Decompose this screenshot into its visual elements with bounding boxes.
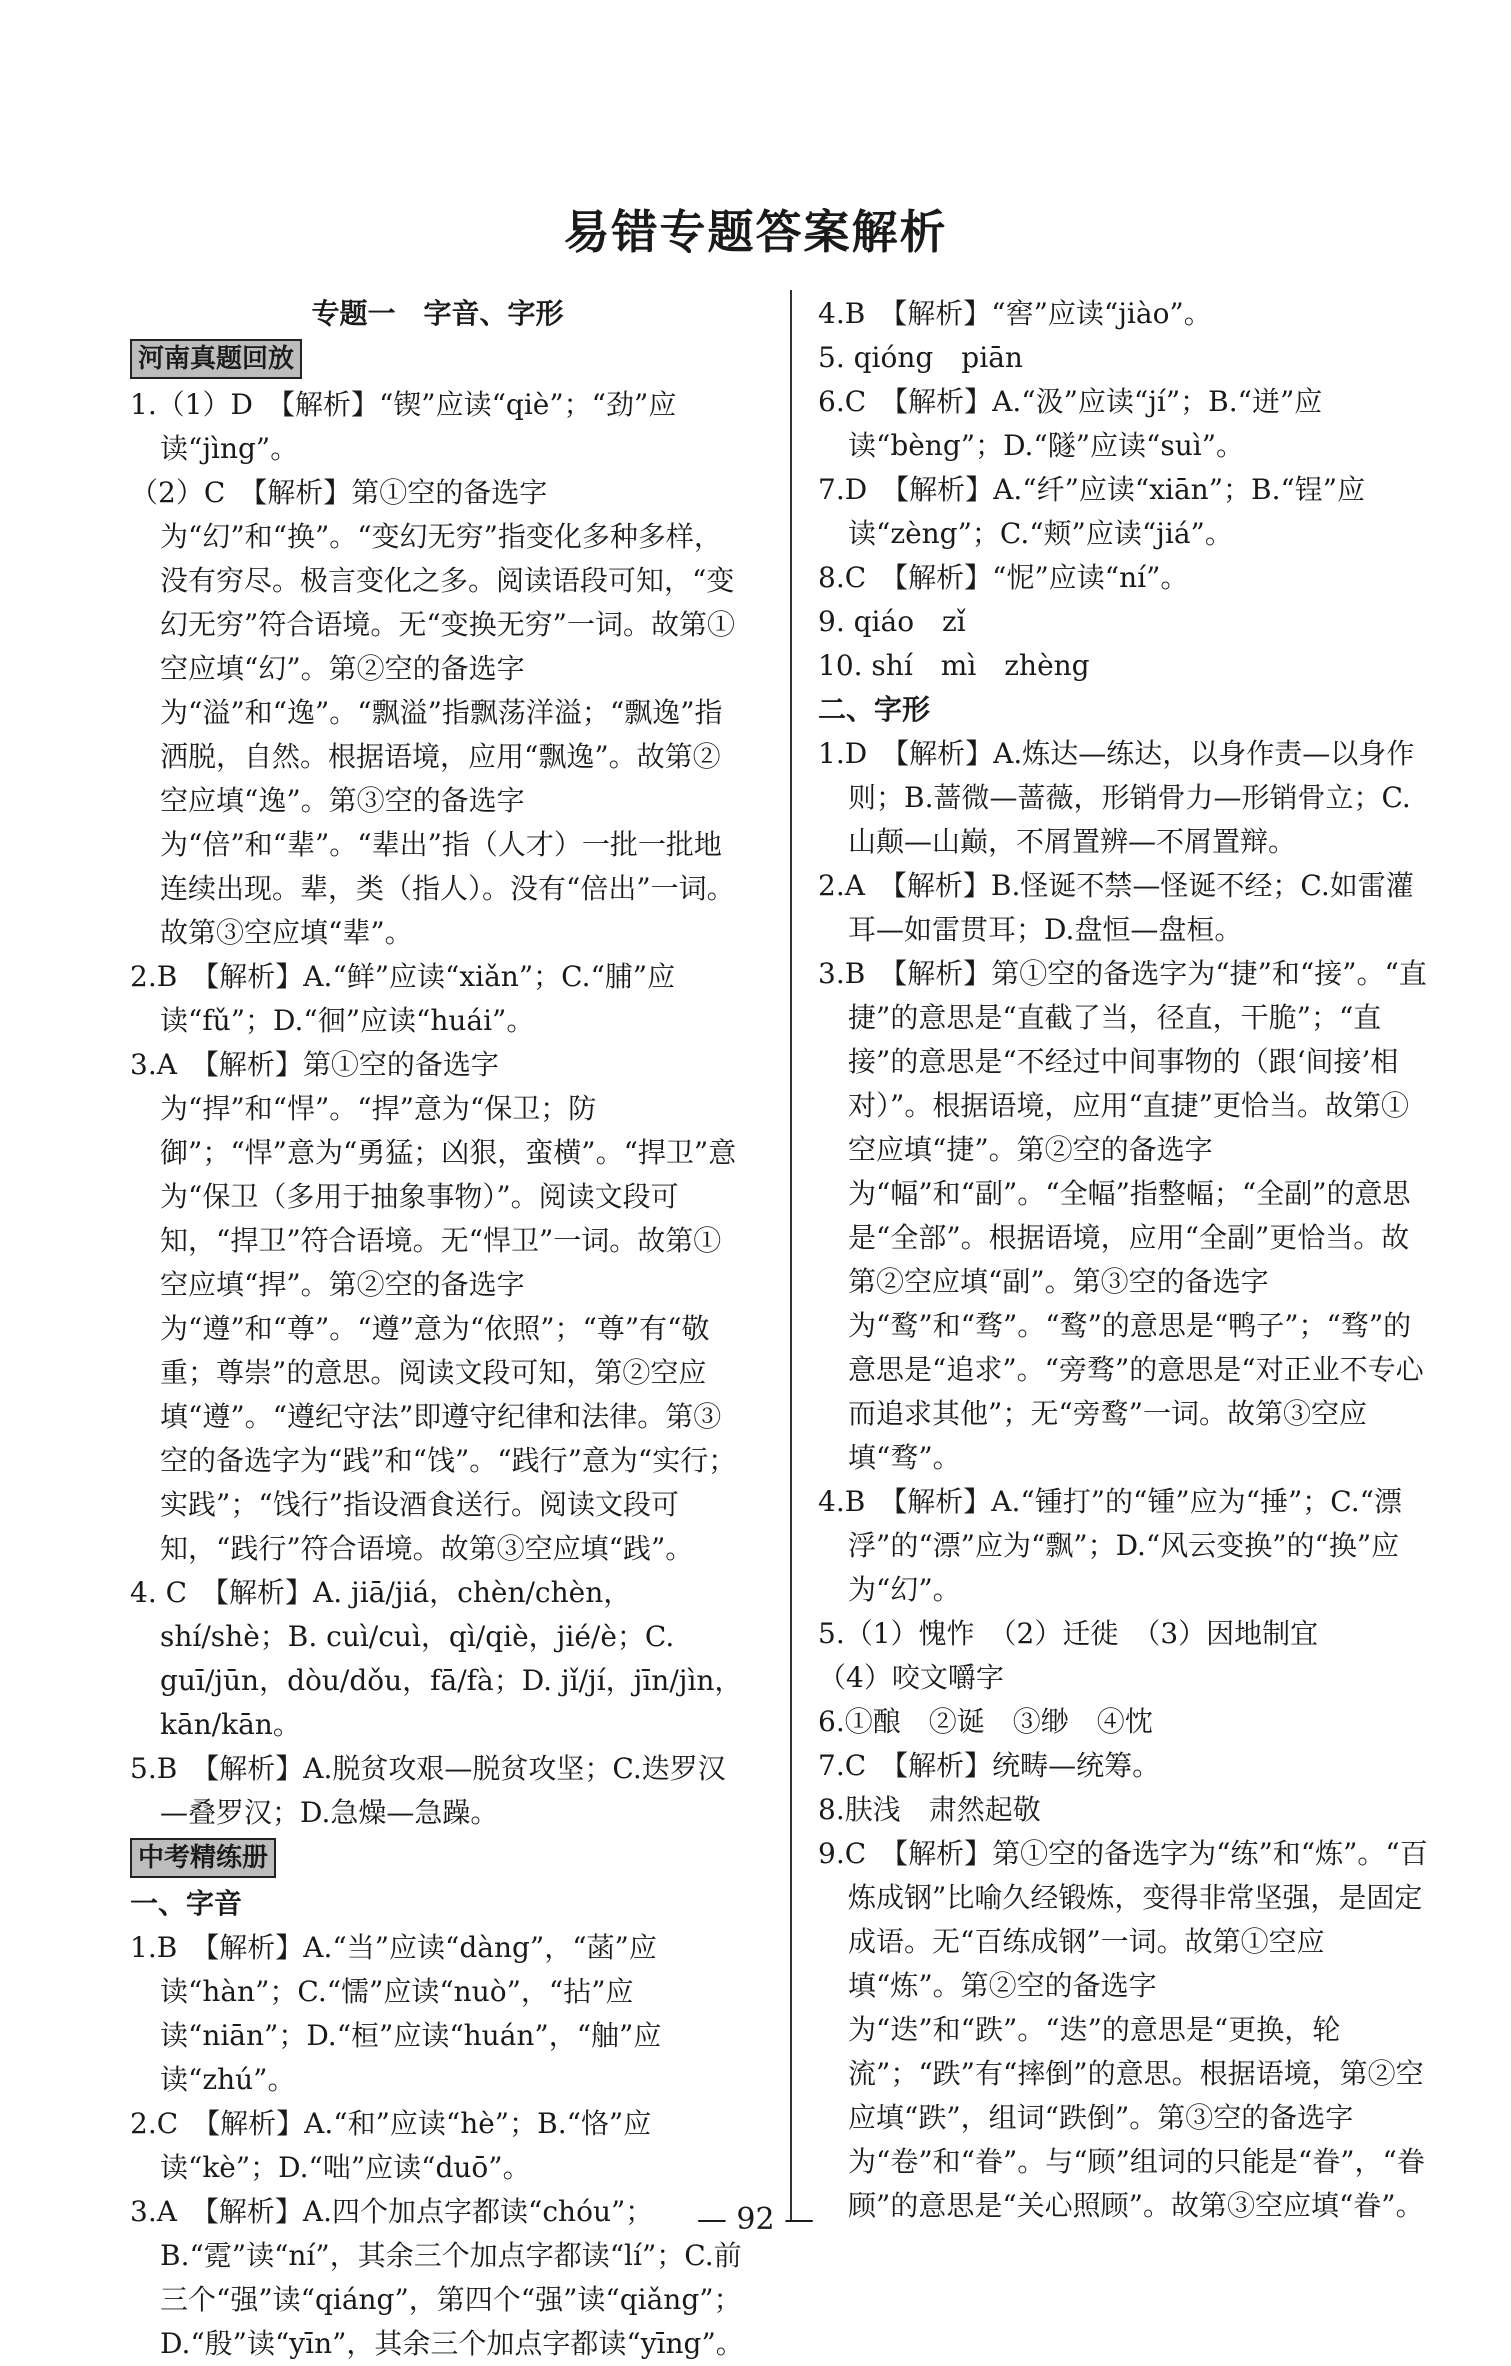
- answer-item: 8.C 【解析】“怩”应读“ní”。: [818, 561, 1189, 594]
- answer-item: 3.A 【解析】A.四个加点字都读“chóu”；B.“霓”读“ní”，其余三个加点字都读“lí”；C.前三个“强”读“qiáng”，第四个“强”读“qiǎng”；D.“殷”读“yīn”，其余三个加点字都读“yīng”。: [130, 2195, 744, 2360]
- answer-item: 7.D 【解析】A.“纤”应读“xiān”；B.“锃”应读“zèng”；C.“颊”应读“jiá”。: [818, 473, 1366, 550]
- answer-item: 8.肤浅 肃然起敬: [818, 1793, 1041, 1826]
- answer-item: （2）C 【解析】第①空的备选字为“幻”和“换”。“变幻无穷”指变化多种多样，没有穷尽。极言变化之多。阅读语段可知，“变幻无穷”符合语境。无“变换无穷”一词。故第①空应填“幻”。第②空的备选字为“溢”和“逸”。“飘溢”指飘荡洋溢；“飘逸”指洒脱，自然。根据语境，应用“飘逸”。故第②空应填“逸”。第③空的备选字为“倍”和“辈”。“辈出”指（人才）一批一批地连续出现。辈，类（指人）。没有“倍出”一词。故第③空应填“辈”。: [130, 476, 735, 949]
- answer-item: 4.B 【解析】“窖”应读“jiào”。: [818, 297, 1212, 330]
- right-column: [818, 292, 1433, 2228]
- answer-list-henan: [130, 383, 745, 1835]
- answer-item: 5. qióng piān: [818, 341, 1023, 374]
- answer-item: 6.①酿 ②诞 ③缈 ④忱: [818, 1705, 1153, 1738]
- page-number: — 92 —: [696, 2202, 815, 2237]
- section-box-practice: 中考精练册: [130, 1838, 276, 1878]
- left-column: [130, 292, 745, 2366]
- answer-item: 9. qiáo zǐ: [818, 605, 966, 638]
- section-characters: 二、字形: [818, 693, 931, 726]
- section-pronunciation: 一、字音: [130, 1887, 243, 1920]
- answer-item: 2.B 【解析】A.“鲜”应读“xiǎn”；C.“脯”应读“fǔ”；D.“徊”应读“huái”。: [130, 960, 676, 1037]
- answer-list-characters: [818, 732, 1433, 2228]
- answer-item: 1.B 【解析】A.“当”应读“dàng”，“菡”应读“hàn”；C.“懦”应读“nuò”，“拈”应读“niān”；D.“桓”应读“huán”，“舳”应读“zhú”。: [130, 1931, 662, 2096]
- answer-item: 2.A 【解析】B.怪诞不禁—怪诞不经；C.如雷灌耳—如雷贯耳；D.盘恒—盘桓。: [818, 869, 1414, 946]
- answer-item: 6.C 【解析】A.“汲”应读“jí”；B.“迸”应读“bèng”；D.“隧”应读“suì”。: [818, 385, 1323, 462]
- answer-item: 5.B 【解析】A.脱贫攻艰—脱贫攻坚；C.迭罗汉—叠罗汉；D.急燥—急躁。: [130, 1752, 726, 1829]
- answer-item: 10. shí mì zhèng: [818, 649, 1090, 682]
- answer-item: 1.（1）D 【解析】“锲”应读“qiè”；“劲”应读“jìng”。: [130, 388, 677, 465]
- answer-item: 7.C 【解析】统畴—统筹。: [818, 1749, 1161, 1782]
- answer-item: 2.C 【解析】A.“和”应读“hè”；B.“恪”应读“kè”；D.“咄”应读“duō”。: [130, 2107, 652, 2184]
- answer-item: 3.A 【解析】第①空的备选字为“捍”和“悍”。“捍”意为“保卫；防御”；“悍”意为“勇猛；凶狠，蛮横”。“捍卫”意为“保卫（多用于抽象事物）”。阅读文段可知，“捍卫”符合语境。无“悍卫”一词。故第①空应填“捍”。第②空的备选字为“遵”和“尊”。“遵”意为“依照”；“尊”有“敬重；尊崇”的意思。阅读文段可知，第②空应填“遵”。“遵纪守法”即遵守纪律和法律。第③空的备选字为“践”和“饯”。“践行”意为“实行；实践”；“饯行”指设酒食送行。阅读文段可知，“践行”符合语境。故第③空应填“践”。: [130, 1048, 737, 1565]
- answer-item: 4. C 【解析】A. jiā/jiá，chèn/chèn，shí/shè；B. cuì/cuì，qì/qiè，jié/è；C. guī/jūn，dòu/dǒu，fā/fà；D. jǐ/jí，jīn/jìn，kān/kān。: [130, 1576, 743, 1741]
- topic-heading: 专题一 字音、字形: [311, 297, 564, 330]
- section-box-henan: 河南真题回放: [130, 339, 302, 379]
- answer-item: 4.B 【解析】A.“锺打”的“锺”应为“捶”；C.“漂浮”的“漂”应为“飘”；D.“风云变换”的“换”应为“幻”。: [818, 1485, 1402, 1606]
- page-title: 易错专题答案解析: [563, 205, 948, 259]
- answer-item: 3.B 【解析】第①空的备选字为“捷”和“接”。“直捷”的意思是“直截了当，径直，干脆”；“直接”的意思是“不经过中间事物的（跟‘间接’相对）”。根据语境，应用“直捷”更恰当。故第①空应填“捷”。第②空的备选字为“幅”和“副”。“全幅”指整幅；“全副”的意思是“全部”。根据语境，应用“全副”更恰当。故第②空应填“副”。第③空的备选字为“鹜”和“骛”。“鹜”的意思是“鸭子”；“骛”的意思是“追求”。“旁骛”的意思是“对正业不专心而追求其他”；无“旁鹜”一词。故第③空应填“骛”。: [818, 957, 1427, 1474]
- answer-list-pronunciation: [130, 1926, 745, 2366]
- answer-item: 5.（1）愧怍 （2）迁徙 （3）因地制宜: [818, 1617, 1319, 1650]
- answer-item: （4）咬文嚼字: [818, 1661, 1004, 1694]
- answer-item: 1.D 【解析】A.炼达—练达，以身作责—以身作则；B.蔷微—蔷薇，形销骨力—形销骨立；C.山颠—山巅，不屑置辨—不屑置辩。: [818, 737, 1415, 858]
- answer-list-pronunciation-cont: [818, 292, 1433, 688]
- column-divider: [790, 290, 792, 2220]
- answer-item: 9.C 【解析】第①空的备选字为“练”和“炼”。“百炼成钢”比喻久经锻炼，变得非常坚强，是固定成语。无“百练成钢”一词。故第①空应填“炼”。第②空的备选字为“迭”和“跌”。“迭”的意思是“更换，轮流”；“跌”有“摔倒”的意思。根据语境，第②空应填“跌”，组词“跌倒”。第③空的备选字为“卷”和“眷”。与“顾”组词的只能是“眷”，“眷顾”的意思是“关心照顾”。故第③空应填“眷”。: [818, 1837, 1428, 2222]
